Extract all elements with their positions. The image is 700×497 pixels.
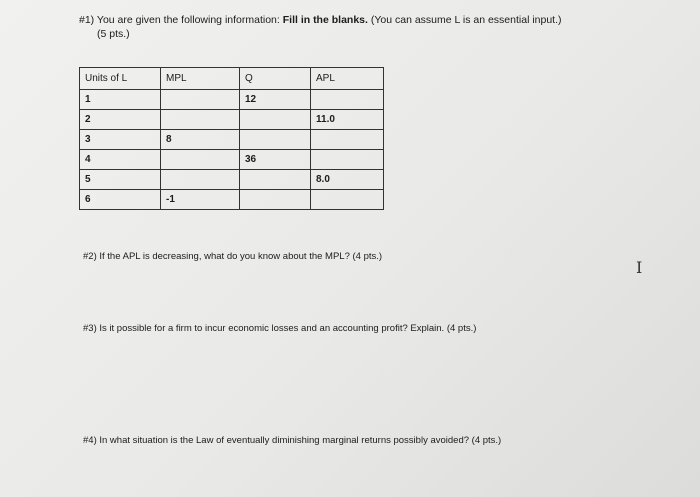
- question-2: #2) If the APL is decreasing, what do you know about the MPL? (4 pts.): [83, 251, 383, 262]
- question-1-instruction: Fill in the blanks.: [282, 14, 368, 26]
- cell-units: 6: [80, 190, 161, 210]
- cell-units: 2: [80, 110, 161, 130]
- cell-mpl[interactable]: [161, 110, 240, 130]
- table-row: [80, 150, 384, 170]
- cell-apl[interactable]: [311, 150, 384, 170]
- table-row: [80, 110, 384, 130]
- question-1: [79, 13, 562, 41]
- cell-apl: 11.0: [311, 110, 384, 130]
- cell-units: 4: [80, 150, 161, 170]
- question-1-points: (5 pts.): [97, 28, 130, 40]
- cell-mpl: -1: [161, 190, 240, 210]
- cell-units: 1: [80, 90, 161, 110]
- header-q: Q: [240, 68, 311, 90]
- cell-q[interactable]: [240, 170, 311, 190]
- cell-q: 12: [240, 90, 311, 110]
- table-row: [80, 130, 384, 150]
- cell-q[interactable]: [240, 190, 311, 210]
- cell-mpl[interactable]: [161, 170, 240, 190]
- question-1-suffix: (You can assume L is an essential input.): [370, 14, 562, 26]
- cell-units: 5: [80, 170, 161, 190]
- cell-apl[interactable]: [311, 90, 384, 110]
- header-units-of-l: Units of L: [80, 68, 161, 90]
- text-cursor-icon: I: [636, 258, 643, 277]
- table-row: [80, 190, 384, 210]
- cell-mpl: 8: [161, 130, 240, 150]
- cell-apl[interactable]: [311, 130, 384, 150]
- cell-q: 36: [240, 150, 311, 170]
- table-row: [80, 170, 384, 190]
- cell-mpl[interactable]: [161, 150, 240, 170]
- production-table: [79, 67, 384, 210]
- question-1-prefix: #1) You are given the following information:: [79, 14, 280, 26]
- table-header-row: [80, 68, 384, 90]
- cell-q[interactable]: [240, 110, 311, 130]
- header-apl: APL: [311, 68, 384, 90]
- cell-mpl[interactable]: [161, 90, 240, 110]
- question-4: #4) In what situation is the Law of eventually diminishing marginal returns possibly avoided? (4 pts.): [83, 435, 502, 446]
- cell-units: 3: [80, 130, 161, 150]
- header-mpl: MPL: [161, 68, 240, 90]
- table-row: [80, 90, 384, 110]
- cell-q[interactable]: [240, 130, 311, 150]
- question-3: #3) Is it possible for a firm to incur economic losses and an accounting profit? Explain. (4 pts.): [83, 323, 477, 334]
- cell-apl: 8.0: [311, 170, 384, 190]
- cell-apl[interactable]: [311, 190, 384, 210]
